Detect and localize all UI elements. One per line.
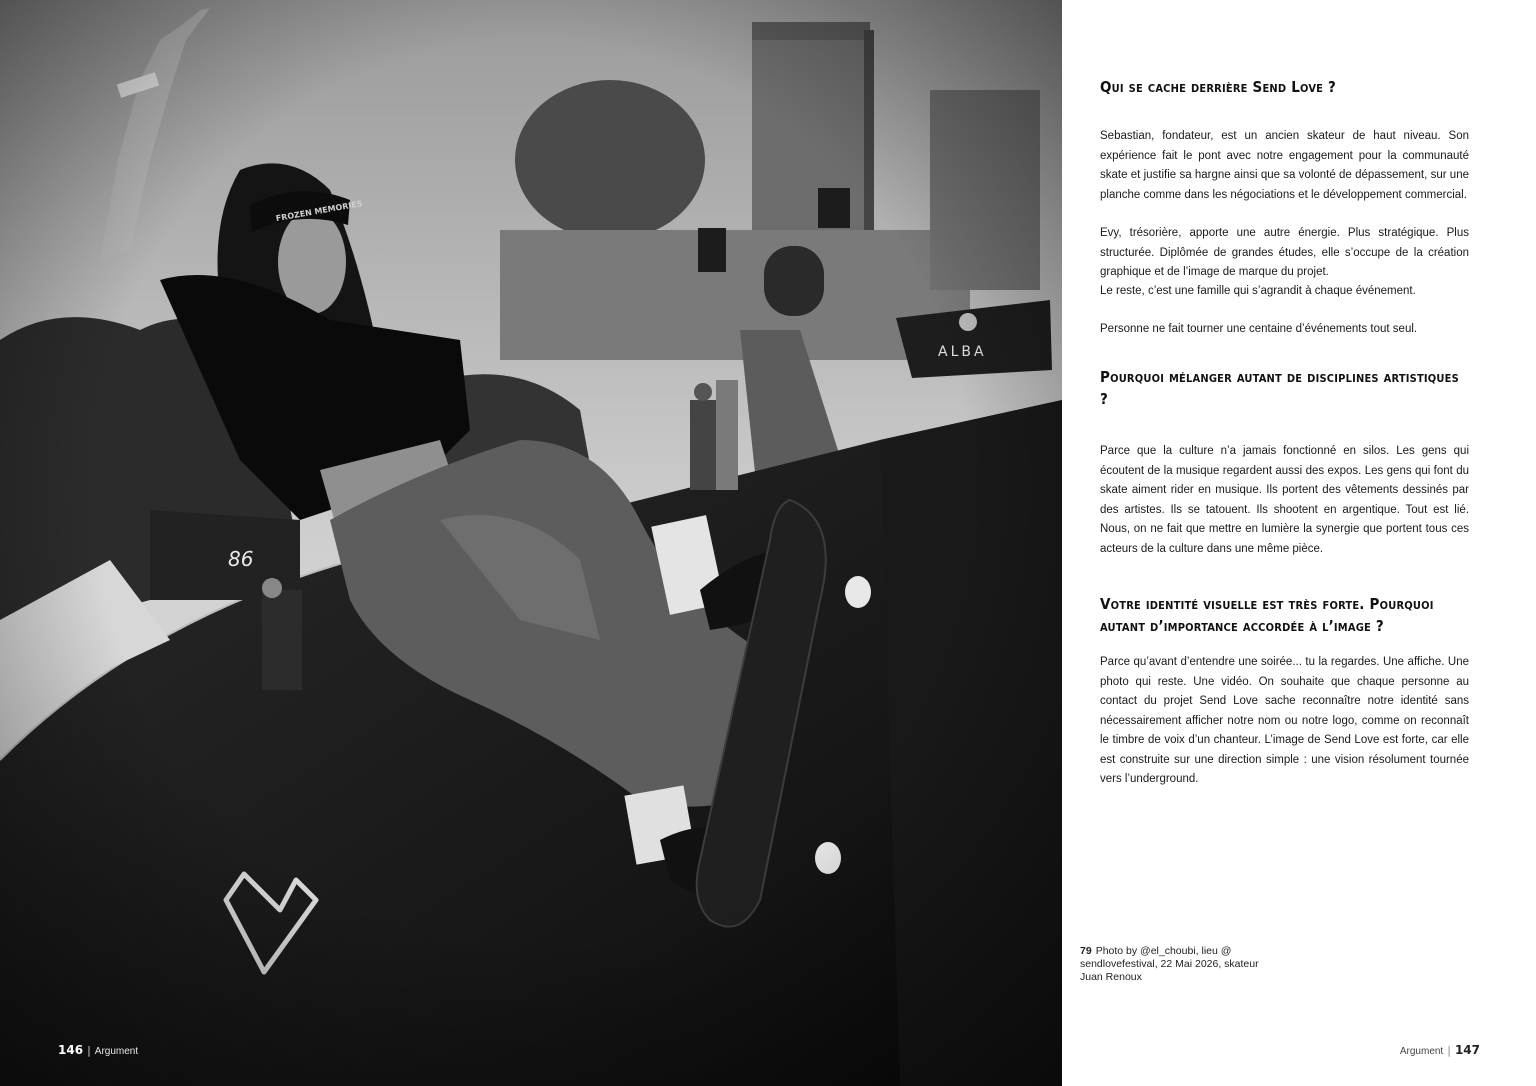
page-number: 147 (1454, 1043, 1480, 1057)
paragraph: Parce que la culture n’a jamais fonctionné en silos. Les gens qui écoutent de la musique regardent aussi des expos. Les gens qui font du skate aiment rider en musique. Ils portent des vêtements dessinés par des artistes. Ils se tatouent. Ils shootent en argentique. Tout est lié. Nous, on ne fait que mettre en lumière la synergie que portent tous ces acteurs de la culture dans une même pièce. (1100, 445, 1469, 555)
magazine-name: Argument (94, 1046, 139, 1057)
paragraph: Personne ne fait tourner une centaine d’événements tout seul. (1100, 323, 1418, 335)
paragraph: Evy, trésorière, apporte une autre énergie. Plus stratégique. Plus structurée. Diplômée de grandes études, elle s’occupe de la création graphique et de l’image de marque du projet. (1100, 227, 1469, 278)
photo-caption (1080, 945, 1280, 984)
paragraph: Sebastian, fondateur, est un ancien skateur de haut niveau. Son expérience fait le pont avec notre engagement pour la communauté skate et justifie sa hargne ainsi que sa volonté de dépassement, sur une planche comme dans les négociations et le développement commercial. (1100, 130, 1469, 201)
folio-separator: | (87, 1044, 91, 1057)
page-number: 146 (58, 1043, 84, 1057)
page-number-left (58, 1043, 138, 1057)
page-number-right (1400, 1043, 1480, 1057)
paragraph: Le reste, c’est une famille qui s’agrandit à chaque événement. (1100, 285, 1416, 297)
right-page-text (1062, 0, 1536, 1086)
folio-separator: | (1447, 1044, 1451, 1057)
paragraph: Parce qu’avant d’entendre une soirée... tu la regardes. Une affiche. Une photo qui reste. Une vidéo. On souhaite que chaque personne au contact du projet Send Love sache reconnaître notre identité sans nécessairement afficher notre nom ou notre logo, comme on reconnaît le timbre de voix d’un chanteur. L’image de Send Love est forte, car elle est construite sur une direction simple : une vision résolument tournée vers l’underground. (1100, 656, 1469, 785)
section-heading-3: Votre identité visuelle est très forte. Pourquoi autant d’importance accordée à l’image ? (1100, 595, 1434, 635)
magazine-name: Argument (1399, 1046, 1444, 1057)
section-heading-1: Qui se cache derrière Send Love ? (1100, 78, 1337, 96)
section-heading-2: Pourquoi mélanger autant de disciplines artistiques ? (1100, 368, 1459, 408)
caption-number: 79 (1080, 945, 1092, 957)
caption-text: Photo by @el_choubi, lieu @ sendlovefestival, 22 Mai 2026, skateur Juan Renoux (1080, 945, 1259, 983)
